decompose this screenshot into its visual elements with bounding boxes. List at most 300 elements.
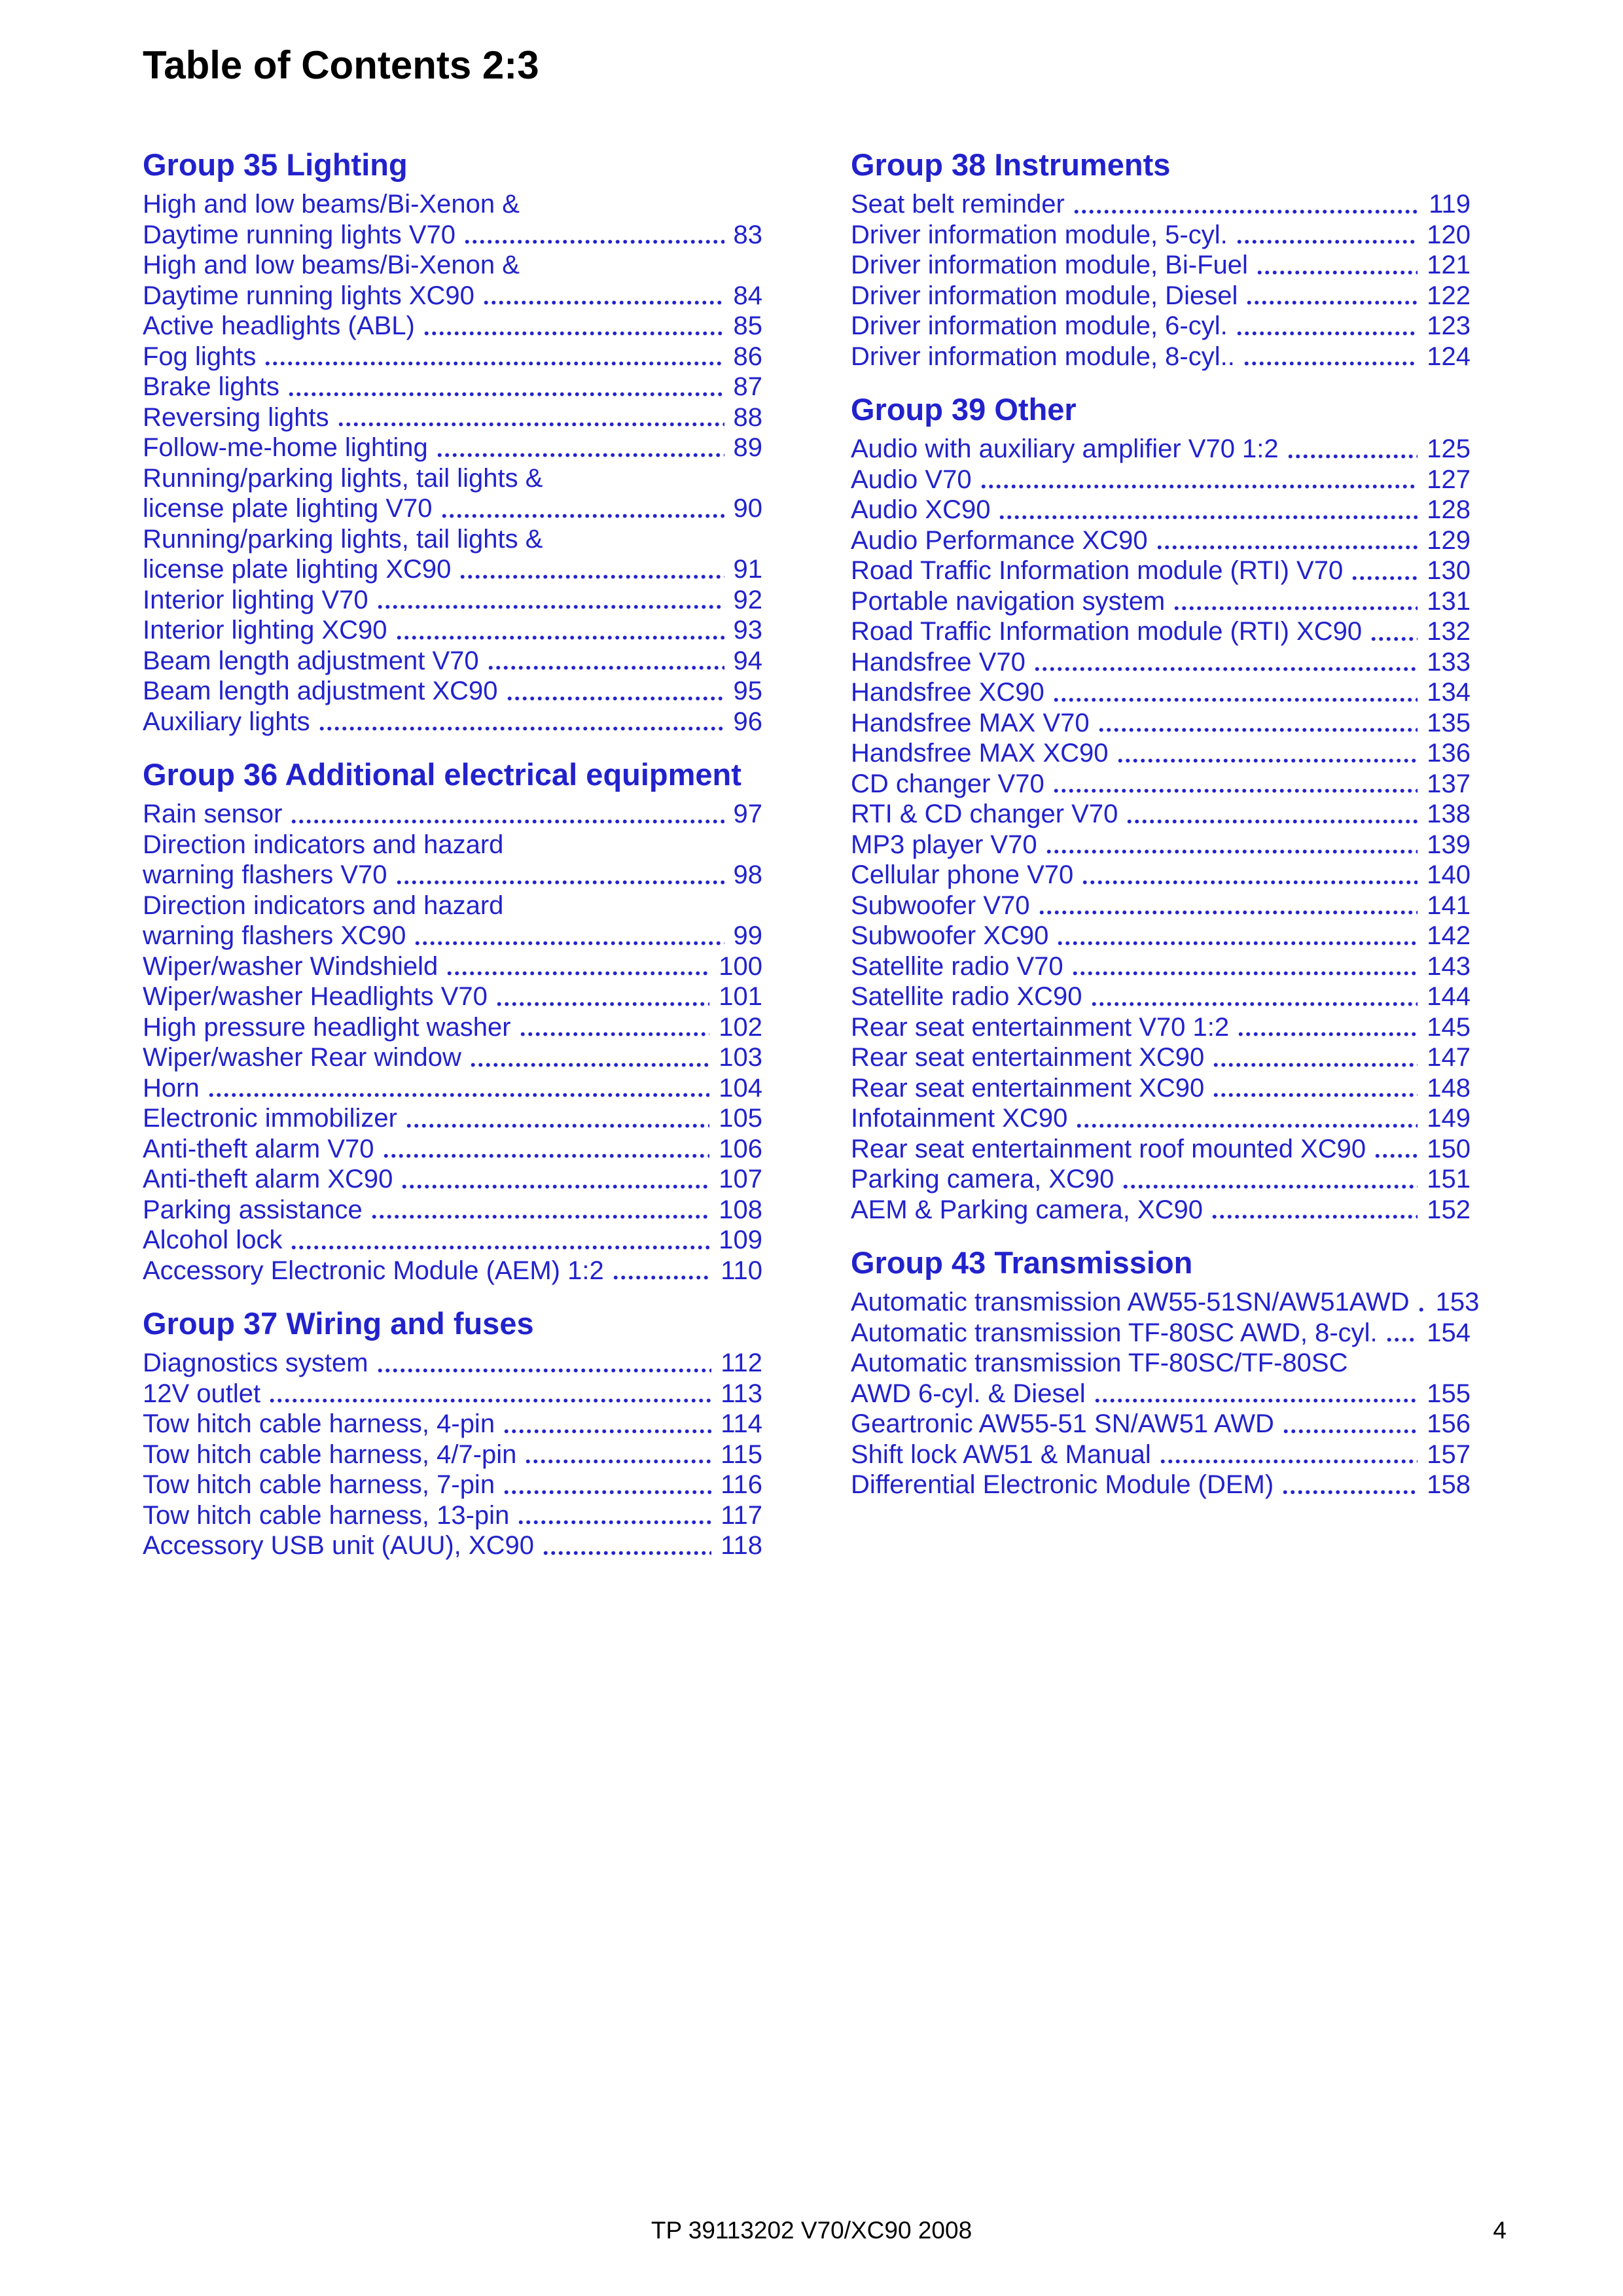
dotted-leader: [1075, 1103, 1418, 1134]
toc-entry-row: [851, 250, 1471, 281]
toc-entry: [143, 1195, 762, 1226]
dotted-leader: [1126, 799, 1418, 830]
toc-entry: [143, 1348, 762, 1379]
toc-entry-label-line1: Direction indicators and hazard: [143, 830, 504, 859]
toc-entry-label: Accessory Electronic Module (AEM) 1:2: [143, 1256, 604, 1285]
toc-entry-row: [851, 1318, 1471, 1349]
footer-doc-ref: TP 39113202 V70/XC90 2008: [651, 2217, 972, 2244]
toc-entry-page-number: 148: [1427, 1073, 1471, 1103]
dotted-leader: [1374, 1134, 1418, 1165]
toc-entry-row: [143, 433, 762, 463]
toc-entry-label: Handsfree MAX XC90: [851, 739, 1109, 768]
dotted-leader: [506, 676, 724, 707]
toc-entry-page-number: 83: [733, 220, 762, 249]
toc-group: [851, 391, 1471, 1225]
toc-entry: [143, 981, 762, 1012]
toc-entry: [851, 830, 1471, 860]
toc-entry-label: Road Traffic Information module (RTI) XC90: [851, 617, 1363, 646]
toc-entry-row: [851, 1439, 1471, 1470]
toc-entry-label: warning flashers V70: [143, 860, 387, 889]
toc-entry-row: [851, 981, 1471, 1012]
toc-entry-label: CD changer V70: [851, 769, 1044, 798]
toc-entry-row: [851, 434, 1471, 465]
dotted-leader: [1256, 250, 1418, 281]
dotted-leader: [1237, 1012, 1418, 1043]
toc-entry-page-number: 121: [1427, 251, 1471, 279]
dotted-leader: [503, 1470, 711, 1500]
toc-entry-label: Interior lighting XC90: [143, 616, 387, 645]
toc-entry: [851, 1318, 1471, 1349]
toc-entry-label: warning flashers XC90: [143, 921, 406, 950]
toc-entry-page-number: 155: [1427, 1379, 1471, 1408]
toc-entry-page-number: 89: [733, 433, 762, 462]
dotted-leader: [1033, 647, 1418, 678]
toc-entry-page-number: 152: [1427, 1195, 1471, 1224]
toc-entry: [851, 981, 1471, 1012]
dotted-leader: [1045, 830, 1418, 860]
toc-entry-row: [143, 1073, 762, 1104]
toc-entry-label: Satellite radio XC90: [851, 982, 1082, 1011]
toc-entry-label: Beam length adjustment V70: [143, 646, 479, 675]
toc-entry-page-number: 101: [719, 982, 762, 1011]
toc-entry-page-number: 92: [733, 585, 762, 614]
dotted-leader: [503, 1409, 711, 1439]
toc-entry-page-number: 116: [721, 1470, 762, 1499]
toc-entry-page-number: 117: [721, 1500, 762, 1530]
toc-entry-page-number: 140: [1427, 860, 1471, 889]
toc-group-heading: Group 37 Wiring and fuses: [143, 1306, 534, 1341]
footer-page-number: 4: [1493, 2217, 1507, 2244]
toc-entry-page-number: 100: [719, 951, 762, 981]
toc-entry-page-number: 110: [721, 1256, 762, 1285]
toc-entry-page-number: 142: [1427, 921, 1471, 950]
toc-entry-page-number: 104: [719, 1073, 762, 1103]
toc-entry-page-number: 96: [733, 707, 762, 736]
toc-entry: [143, 342, 762, 372]
toc-entry-page-number: 112: [721, 1349, 762, 1377]
toc-entry-page-number: 119: [1429, 190, 1471, 219]
dotted-leader: [1081, 860, 1418, 891]
toc-entry: [851, 1195, 1471, 1226]
toc-entry: [143, 1500, 762, 1531]
toc-entry-label: Horn: [143, 1073, 200, 1103]
toc-group-heading: Group 35 Lighting: [143, 147, 408, 182]
toc-entry-row: [851, 799, 1471, 830]
toc-entry-label: Tow hitch cable harness, 7-pin: [143, 1470, 495, 1499]
toc-entry-label: Follow-me-home lighting: [143, 433, 428, 462]
toc-entry-page-number: 86: [733, 342, 762, 371]
toc-entry-row: [851, 586, 1471, 617]
dotted-leader: [1090, 981, 1418, 1012]
toc-entry-page-number: 94: [733, 646, 762, 675]
toc-entry-page-number: 132: [1427, 617, 1471, 646]
toc-group-heading: Group 36 Additional electrical equipment: [143, 757, 741, 792]
dotted-leader: [405, 1103, 709, 1134]
dotted-leader: [401, 1164, 709, 1195]
toc-entry-page-number: 154: [1427, 1318, 1471, 1347]
toc-entry: [851, 342, 1471, 372]
toc-entry-page-number: 125: [1427, 434, 1471, 463]
dotted-leader: [1418, 1287, 1427, 1318]
toc-entry: [851, 495, 1471, 525]
dotted-leader: [980, 465, 1418, 495]
dotted-leader: [268, 1379, 711, 1409]
toc-entry-row: [143, 799, 762, 830]
toc-entry: [851, 1439, 1471, 1470]
toc-entry-row: [143, 1530, 762, 1561]
toc-entry-label: Wiper/washer Windshield: [143, 951, 438, 981]
toc-entry-page-number: 144: [1427, 982, 1471, 1011]
dotted-leader: [1071, 951, 1418, 982]
dotted-leader: [414, 921, 724, 951]
toc-entry-label: Driver information module, Bi-Fuel: [851, 251, 1248, 279]
dotted-leader: [370, 1195, 710, 1226]
toc-entry: [851, 647, 1471, 678]
toc-entry-row: [143, 554, 762, 585]
dotted-leader: [1173, 586, 1418, 617]
toc-entry-label: Rear seat entertainment roof mounted XC90: [851, 1134, 1366, 1163]
toc-entry: [143, 707, 762, 737]
dotted-leader: [459, 554, 724, 585]
toc-entry: [851, 799, 1471, 830]
toc-entry-page-number: 150: [1427, 1134, 1471, 1163]
dotted-leader: [1236, 220, 1418, 251]
toc-entry-page-number: 105: [719, 1104, 762, 1133]
toc-entry-label: Driver information module, 6-cyl.: [851, 311, 1228, 340]
toc-entry-row: [143, 402, 762, 433]
toc-entry-row: [143, 1439, 762, 1470]
toc-entry-row: [851, 708, 1471, 739]
toc-entry: [143, 615, 762, 646]
toc-entry-label: Reversing lights: [143, 402, 329, 432]
toc-entry-label: Driver information module, 5-cyl.: [851, 220, 1228, 249]
dotted-leader: [519, 1012, 710, 1043]
toc-entry-row: [143, 281, 762, 311]
dotted-leader: [1122, 1164, 1418, 1195]
dotted-leader: [376, 585, 724, 616]
dotted-leader: [1287, 434, 1418, 465]
toc-entry-row: [851, 647, 1471, 678]
toc-entry-row: [851, 495, 1471, 525]
toc-entry: [851, 1409, 1471, 1439]
toc-entry: [143, 524, 762, 585]
dotted-leader: [1212, 1073, 1418, 1104]
toc-entry-row: [851, 860, 1471, 891]
toc-entry-row: [851, 1379, 1471, 1409]
toc-entry-label: Geartronic AW55-51 SN/AW51 AWD: [851, 1409, 1274, 1438]
toc-entry: [143, 1256, 762, 1286]
toc-entry-row: [143, 676, 762, 707]
toc-entry-page-number: 99: [733, 921, 762, 950]
toc-entry-row: [143, 1379, 762, 1409]
toc-entry: [851, 891, 1471, 921]
toc-column-right: [851, 147, 1480, 1561]
toc-entry: [851, 586, 1471, 617]
dotted-leader: [337, 402, 724, 433]
toc-entry-page-number: 158: [1427, 1470, 1471, 1499]
dotted-leader: [542, 1530, 711, 1561]
dotted-leader: [1056, 921, 1418, 951]
toc-entry-row: [143, 1348, 762, 1379]
dotted-leader: [1094, 1379, 1418, 1409]
toc-entry-label-line1: High and low beams/Bi-Xenon &: [143, 251, 520, 279]
toc-entry-row: [143, 493, 762, 524]
toc-entry: [851, 921, 1471, 951]
toc-entry: [851, 738, 1471, 769]
page-title: Table of Contents 2:3: [143, 43, 539, 87]
toc-entry-page-number: 98: [733, 860, 762, 889]
toc-entry-row: [143, 1195, 762, 1226]
toc-entry-row: [851, 738, 1471, 769]
toc-entry-label-line1: Automatic transmission TF-80SC/TF-80SC: [851, 1349, 1348, 1377]
dotted-leader: [463, 220, 724, 251]
toc-entry: [143, 1470, 762, 1500]
toc-entry-page-number: 141: [1427, 891, 1471, 920]
toc-entry: [851, 311, 1471, 342]
toc-entry-row: [851, 1287, 1480, 1318]
toc-entry-label: Electronic immobilizer: [143, 1104, 397, 1133]
toc-entry-page-number: 120: [1427, 220, 1471, 249]
dotted-leader: [1097, 708, 1418, 739]
toc-entry-page-number: 135: [1427, 708, 1471, 737]
toc-entry-label: 12V outlet: [143, 1379, 261, 1408]
toc-entry-page-number: 85: [733, 311, 762, 340]
toc-group: [143, 1305, 762, 1561]
toc-entry-row: [143, 1012, 762, 1043]
toc-entry-row: [143, 951, 762, 982]
toc-entry-row: [851, 769, 1471, 800]
toc-entry-page-number: 88: [733, 402, 762, 432]
toc-entry-row: [851, 311, 1471, 342]
toc-entry-label: Anti-theft alarm XC90: [143, 1165, 393, 1193]
dotted-leader: [487, 646, 724, 677]
toc-entry: [851, 189, 1471, 220]
dotted-leader: [1052, 769, 1418, 800]
toc-entry-row: [851, 1409, 1471, 1439]
dotted-leader: [612, 1256, 712, 1286]
toc-entry-page-number: 151: [1427, 1165, 1471, 1193]
toc-entry-page-number: 113: [721, 1379, 762, 1408]
dotted-leader: [290, 799, 724, 830]
toc-entry-label: Tow hitch cable harness, 4/7-pin: [143, 1439, 517, 1469]
toc-entry-label: Accessory USB unit (AUU), XC90: [143, 1531, 534, 1560]
toc-entry-row: [851, 1164, 1471, 1195]
toc-entry: [143, 402, 762, 433]
toc-entry-page-number: 91: [733, 555, 762, 584]
toc-entry-label: Subwoofer XC90: [851, 921, 1049, 950]
dotted-leader: [1073, 189, 1419, 220]
toc-entry: [851, 525, 1471, 556]
toc-entry-row: [851, 556, 1471, 586]
toc-entry-label-line1: Running/parking lights, tail lights &: [143, 463, 543, 493]
toc-entry-label: Parking assistance: [143, 1195, 363, 1224]
dotted-leader: [1243, 342, 1418, 372]
dotted-leader: [524, 1439, 711, 1470]
toc-entry: [851, 465, 1471, 495]
toc-entry-page-number: 136: [1427, 739, 1471, 768]
toc-entry: [851, 1470, 1471, 1500]
toc-entry-row: [851, 1195, 1471, 1226]
dotted-leader: [998, 495, 1418, 525]
dotted-leader: [1236, 311, 1418, 342]
toc-entry-label: Audio V70: [851, 465, 972, 494]
toc-entry-label: Daytime running lights XC90: [143, 281, 474, 310]
toc-entry-label: MP3 player V70: [851, 830, 1037, 859]
toc-entry-label: High pressure headlight washer: [143, 1012, 511, 1042]
toc-entry: [143, 1012, 762, 1043]
toc-entry: [851, 1012, 1471, 1043]
toc-entry-row: [143, 1500, 762, 1531]
toc-entry-page-number: 137: [1427, 769, 1471, 798]
dotted-leader: [469, 1042, 709, 1073]
toc-entry-page-number: 156: [1427, 1409, 1471, 1438]
toc-entry: [143, 951, 762, 982]
dotted-leader: [382, 1134, 710, 1165]
toc-entry-page-number: 108: [719, 1195, 762, 1224]
toc-entry-label: Seat belt reminder: [851, 190, 1065, 219]
toc-entry-label: Anti-theft alarm V70: [143, 1134, 374, 1163]
toc-entry-page-number: 114: [721, 1409, 762, 1438]
toc-entry: [143, 1379, 762, 1409]
toc-entry: [851, 769, 1471, 800]
toc-entry-label: Tow hitch cable harness, 13-pin: [143, 1500, 510, 1530]
toc-entry: [851, 1103, 1471, 1134]
toc-entry-row: [851, 951, 1471, 982]
toc-entry-row: [851, 281, 1471, 311]
toc-columns: [0, 147, 1623, 1561]
toc-entry-label: Handsfree XC90: [851, 678, 1044, 707]
toc-entry-page-number: 138: [1427, 800, 1471, 828]
dotted-leader: [287, 372, 724, 402]
toc-entry-label: Audio with auxiliary amplifier V70 1:2: [851, 434, 1279, 463]
dotted-leader: [482, 281, 724, 311]
toc-group-heading: Group 38 Instruments: [851, 147, 1171, 182]
toc-entry: [143, 646, 762, 677]
toc-entry-label: license plate lighting XC90: [143, 555, 452, 584]
toc-entry-label: AWD 6-cyl. & Diesel: [851, 1379, 1086, 1408]
toc-entry-page-number: 139: [1427, 830, 1471, 859]
toc-entry-label: Interior lighting V70: [143, 585, 368, 614]
toc-entry-row: [851, 677, 1471, 708]
toc-entry-label: Rain sensor: [143, 800, 283, 828]
toc-entry-page-number: 115: [721, 1439, 762, 1469]
toc-entry-row: [851, 1012, 1471, 1043]
toc-entry-row: [851, 342, 1471, 372]
toc-entry-row: [143, 342, 762, 372]
toc-entry-row: [143, 1256, 762, 1286]
dotted-leader: [395, 860, 724, 891]
toc-entry-row: [143, 220, 762, 251]
toc-entry-row: [851, 189, 1471, 220]
dotted-leader: [1212, 1042, 1418, 1073]
toc-entry-label: Audio Performance XC90: [851, 525, 1148, 555]
toc-entry-row: [143, 1134, 762, 1165]
toc-entry: [143, 1164, 762, 1195]
toc-entry-label: Brake lights: [143, 372, 279, 401]
toc-entry-page-number: 106: [719, 1134, 762, 1163]
toc-entry: [851, 1042, 1471, 1073]
dotted-leader: [1211, 1195, 1418, 1226]
toc-entry-page-number: 102: [719, 1012, 762, 1042]
toc-entry: [851, 708, 1471, 739]
toc-entry-page-number: 157: [1427, 1439, 1471, 1469]
toc-entry-row: [851, 830, 1471, 860]
dotted-leader: [395, 615, 724, 646]
toc-entry-page-number: 93: [733, 616, 762, 645]
toc-entry-label: Handsfree V70: [851, 647, 1026, 677]
toc-entry: [143, 311, 762, 342]
toc-entry-row: [851, 616, 1471, 647]
toc-entry-page-number: 90: [733, 494, 762, 523]
toc-entry-page-number: 107: [719, 1165, 762, 1193]
toc-entry-label: Wiper/washer Headlights V70: [143, 982, 488, 1011]
dotted-leader: [440, 493, 724, 524]
toc-entry-label: Portable navigation system: [851, 586, 1166, 616]
toc-entry: [143, 433, 762, 463]
dotted-leader: [264, 342, 724, 372]
toc-entry-label: Automatic transmission TF-80SC AWD, 8-cyl.: [851, 1318, 1378, 1347]
toc-group-heading: Group 43 Transmission: [851, 1245, 1193, 1280]
toc-entry-label: Active headlights (ABL): [143, 311, 415, 340]
dotted-leader: [1159, 1439, 1418, 1470]
dotted-leader: [1156, 525, 1418, 556]
toc-entry-row: [143, 1470, 762, 1500]
toc-entry-row: [851, 1134, 1471, 1165]
toc-entry-label: Satellite radio V70: [851, 951, 1063, 981]
toc-entry-label: Alcohol lock: [143, 1226, 283, 1254]
toc-entry: [851, 616, 1471, 647]
toc-entry-label: Audio XC90: [851, 495, 991, 524]
toc-entry-page-number: 109: [719, 1226, 762, 1254]
toc-entry-row: [851, 1042, 1471, 1073]
toc-entry-page-number: 122: [1427, 281, 1471, 310]
toc-entry-row: [143, 1225, 762, 1256]
toc-entry-label-line1: Running/parking lights, tail lights &: [143, 524, 543, 554]
toc-entry-label: Automatic transmission AW55-51SN/AW51AWD: [851, 1288, 1410, 1316]
toc-entry-label-line1: High and low beams/Bi-Xenon &: [143, 190, 520, 219]
toc-entry-row: [143, 921, 762, 951]
toc-entry-label: Diagnostics system: [143, 1349, 368, 1377]
toc-entry: [851, 281, 1471, 311]
toc-entry-page-number: 103: [719, 1043, 762, 1072]
toc-entry-page-number: 131: [1427, 586, 1471, 616]
toc-entry: [143, 1042, 762, 1073]
dotted-leader: [1116, 738, 1418, 769]
toc-entry-label: Fog lights: [143, 342, 257, 371]
toc-entry-page-number: 129: [1427, 525, 1471, 555]
toc-column-left: [143, 147, 762, 1561]
toc-entry-label: Rear seat entertainment V70 1:2: [851, 1012, 1230, 1042]
toc-entry-label: Cellular phone V70: [851, 860, 1074, 889]
toc-entry-label: Daytime running lights V70: [143, 220, 456, 249]
toc-entry-row: [143, 1164, 762, 1195]
toc-entry-page-number: 97: [733, 800, 762, 828]
toc-entry-row: [143, 646, 762, 677]
toc-entry-label: RTI & CD changer V70: [851, 800, 1118, 828]
toc-entry: [851, 220, 1471, 251]
toc-entry-page-number: 153: [1435, 1288, 1480, 1316]
toc-entry-page-number: 145: [1427, 1012, 1471, 1042]
toc-entry-page-number: 130: [1427, 556, 1471, 585]
toc-entry: [851, 1348, 1471, 1409]
toc-entry-page-number: 149: [1427, 1104, 1471, 1133]
toc-group: [143, 147, 762, 737]
toc-entry-label: Subwoofer V70: [851, 891, 1030, 920]
dotted-leader: [290, 1225, 709, 1256]
dotted-leader: [1370, 616, 1418, 647]
toc-entry-page-number: 84: [733, 281, 762, 310]
toc-entry-row: [851, 1073, 1471, 1104]
